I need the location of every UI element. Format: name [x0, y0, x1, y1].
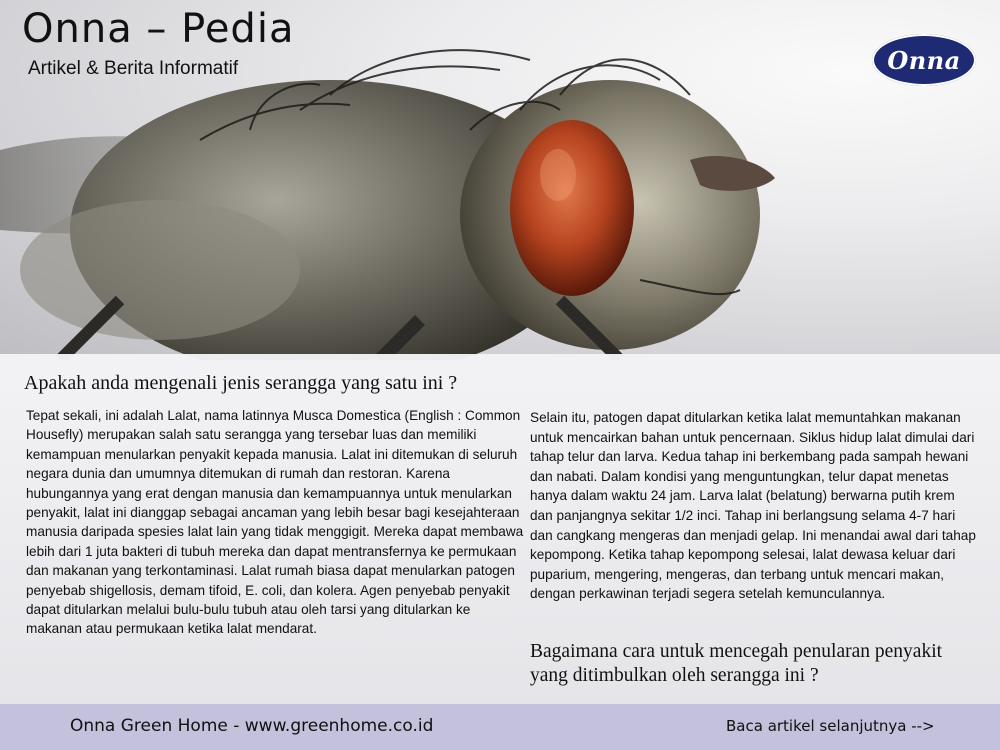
article-headline: Apakah anda mengenali jenis serangga yang satu ini ? [24, 372, 458, 394]
fly-antenna [690, 156, 775, 191]
fly-eye [510, 120, 634, 296]
footer-bar [0, 704, 1000, 750]
hero-fly-photo [0, 0, 1000, 360]
fly-illustration [0, 0, 1000, 360]
article-right-column: Selain itu, patogen dapat ditularkan ketika lalat memuntahkan makanan untuk mencairkan bahan untuk pencernaan. Siklus hidup lalat dimulai dari tahap telur dan larva. Kedua tahap ini berkembang pada sampah hewani dan nabati. Dalam kondisi yang menguntungkan, telur dapat menetas hanya dalam waktu 24 jam. Larva lalat (belatung) berwarna putih krem dan panjangnya sekitar 1/2 inci. Tahap ini berlangsung selama 4-7 hari dan cangkang mengeras dan menjadi gelap. Ini menandai awal dari tahap kepompong. Ketika tahap kepompong selesai, lalat dewasa keluar dari puparium, mengering, mengeras, dan terbang untuk mencari makan, dengan perkawinan terjadi segera setelah kemunculannya. [530, 410, 976, 602]
footer-site-link[interactable]: Onna Green Home - www.greenhome.co.id [70, 716, 434, 736]
site-title: Onna – Pedia [22, 6, 295, 52]
next-article-link[interactable]: Baca artikel selanjutnya --> [726, 717, 935, 735]
article-question: Bagaimana cara untuk mencegah penularan penyakit yang ditimbulkan oleh serangga ini ? [530, 641, 943, 686]
article-left-column: Tepat sekali, ini adalah Lalat, nama latinnya Musca Domestica (English : Common Housefly) merupakan salah satu serangga yang tersebar luas dan memiliki kemampuan menularkan penyakit kepada manusia. Lalat ini ditemukan di seluruh negara dunia dan umumnya ditemukan di rumah dan restoran. Karena hubungannya yang erat dengan manusia dan kemampuannya untuk menularkan penyakit, lalat ini dianggap sebagai ancaman yang lebih besar bagi kesejahteraan manusia daripada spesies lalat lain yang tidak menggigit. Mereka dapat membawa lebih dari 1 juta bakteri di tubuh mereka dan dapat mentransfernya ke permukaan dan makanan yang terkontaminasi. Lalat rumah biasa dapat menularkan patogen penyebab shigellosis, demam tifoid, E. coli, dan kolera. Agen penyebab penyakit dapat ditularkan melalui bulu-bulu tubuh atau oleh tarsi yang ditularkan ke makanan atau permukaan ketika lalat mendarat. [26, 408, 524, 637]
onna-logo[interactable] [872, 34, 976, 86]
onna-logo-text: Onna [887, 45, 961, 75]
site-subtitle: Artikel & Berita Informatif [28, 58, 239, 79]
